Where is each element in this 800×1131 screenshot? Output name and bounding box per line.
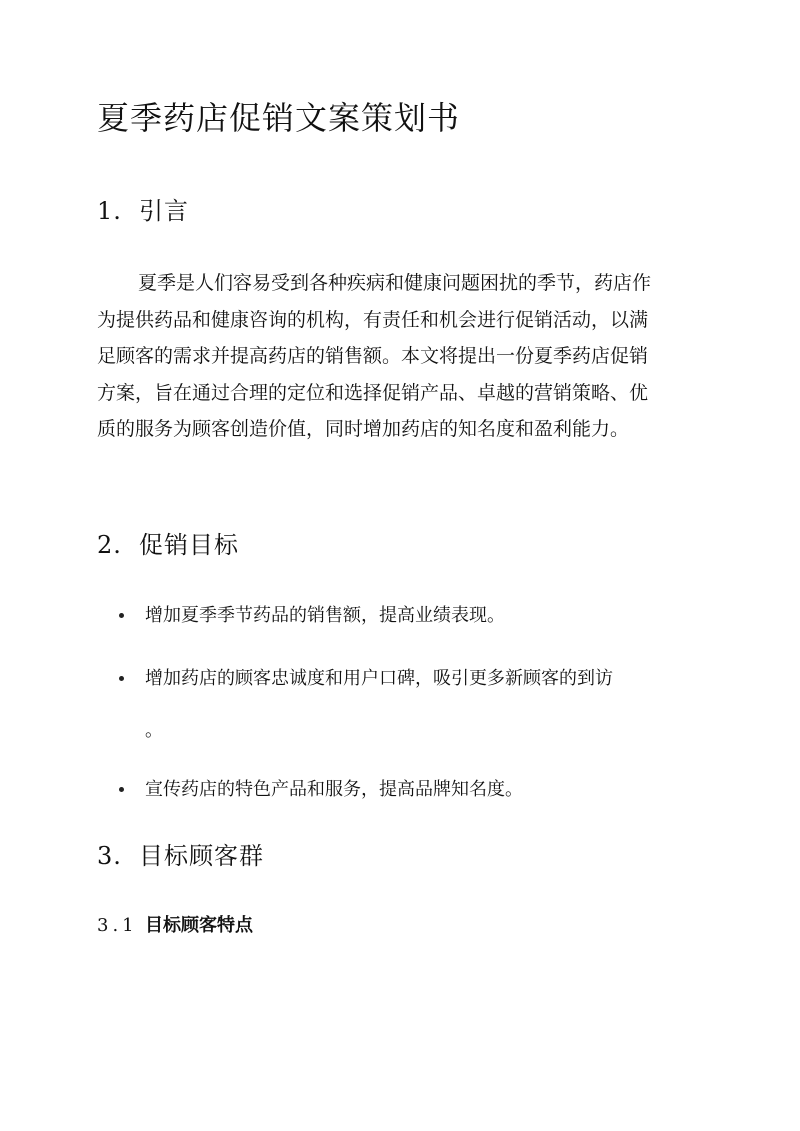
- subsection-heading: [97, 912, 253, 940]
- document-title: 夏季药店促销文案策划书: [97, 99, 461, 137]
- list-item-text: 宣传药店的特色产品和服务，提高品牌知名度。: [145, 779, 523, 800]
- list-item-text: 增加药店的顾客忠诚度和用户口碑，吸引更多新顾客的到访: [145, 668, 613, 689]
- section-heading-target-customers: [97, 840, 264, 872]
- intro-paragraph: [97, 265, 697, 448]
- section-title: 引言: [139, 197, 189, 225]
- section-title: 促销目标: [139, 531, 239, 559]
- paragraph-line: 质的服务为顾客创造价值，同时增加药店的知名度和盈利能力。: [97, 418, 630, 440]
- section-heading-goals: [97, 529, 239, 561]
- paragraph-line: 为提供药品和健康咨询的机构，有责任和机会进行促销活动，以满: [97, 308, 649, 331]
- bullet-icon: [119, 787, 124, 792]
- list-item-text: 增加夏季季节药品的销售额，提高业绩表现。: [145, 605, 505, 626]
- section-heading-intro: [97, 195, 189, 227]
- bullet-icon: [119, 676, 124, 681]
- paragraph-line: 方案，旨在通过合理的定位和选择促销产品、卓越的营销策略、优: [97, 381, 649, 404]
- paragraph-line: 夏季是人们容易受到各种疾病和健康问题困扰的季节，药店作: [138, 272, 652, 294]
- subsection-title: 目标顾客特点: [145, 915, 253, 936]
- subsection-number: 3.1: [97, 915, 138, 936]
- paragraph-line: 足顾客的需求并提高药店的销售额。本文将提出一份夏季药店促销: [97, 345, 649, 367]
- section-title: 目标顾客群: [139, 842, 264, 870]
- bullet-icon: [119, 613, 124, 618]
- section-number: 3.: [97, 842, 122, 870]
- list-item-text: 。: [145, 720, 163, 741]
- section-number: 2.: [97, 531, 122, 559]
- section-number: 1.: [97, 197, 122, 225]
